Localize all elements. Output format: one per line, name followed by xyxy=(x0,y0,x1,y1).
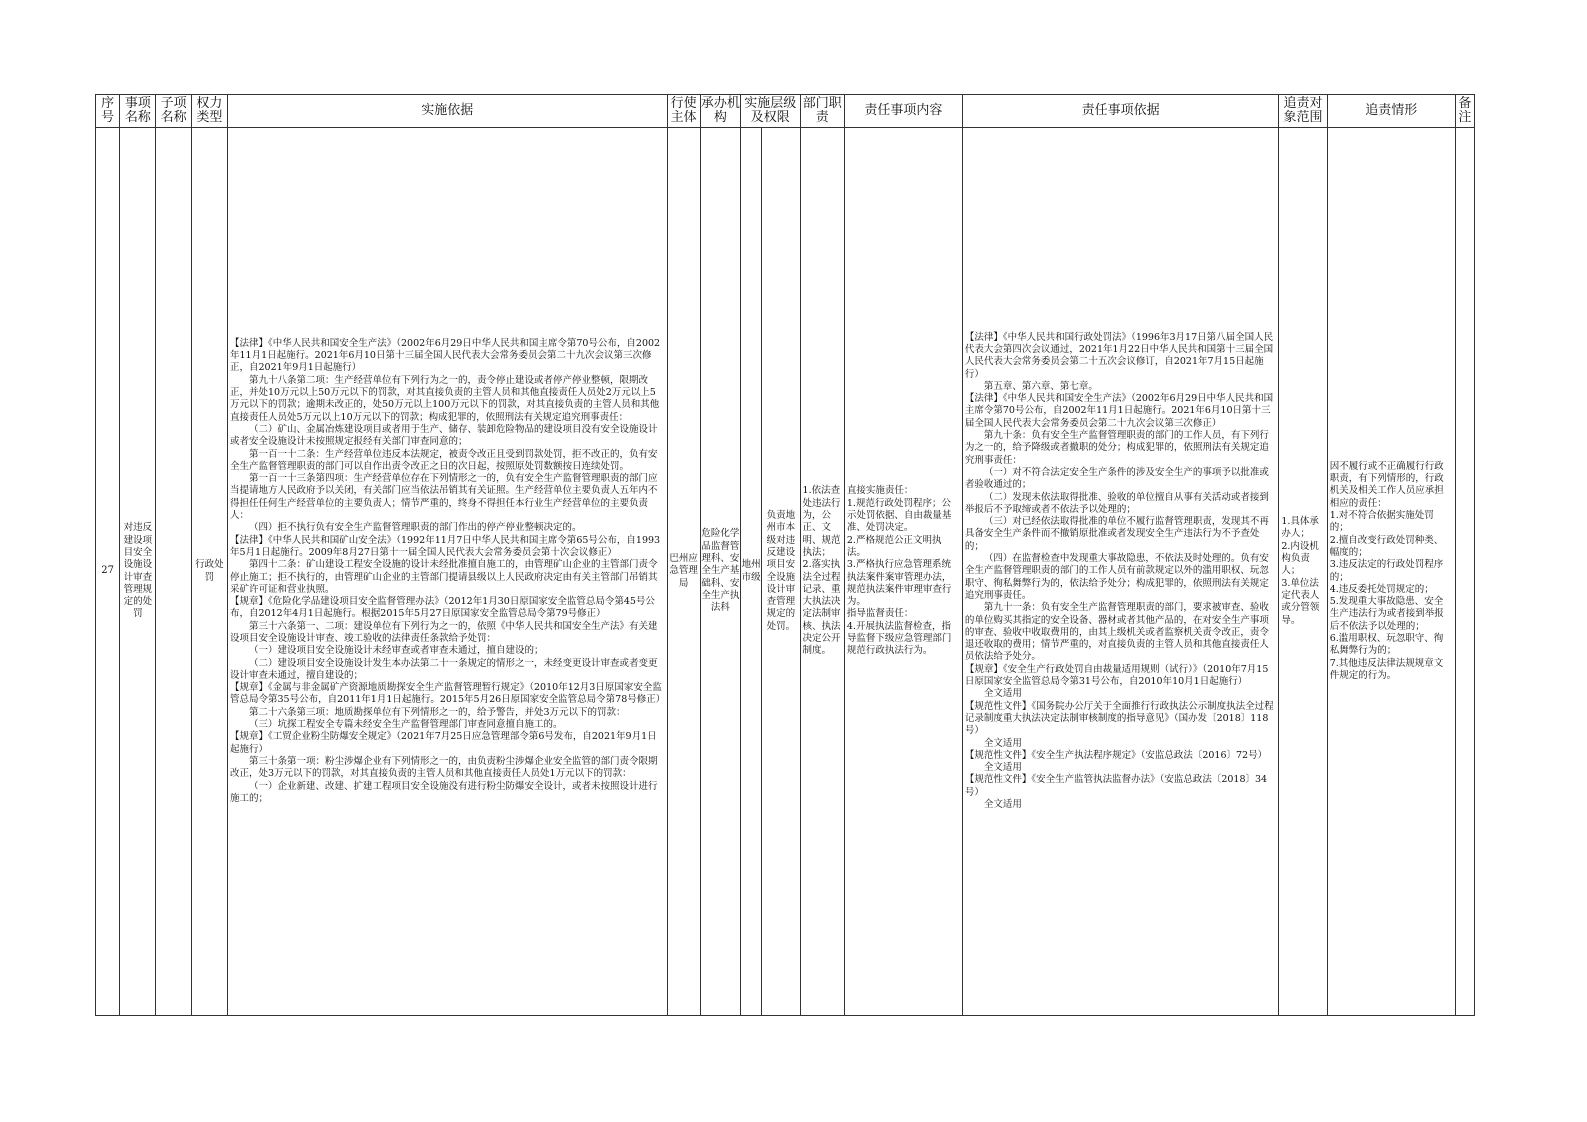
level-cell: 地州市级 xyxy=(741,128,762,1016)
resp-basis-paragraph: 【法律】《中华人民共和国行政处罚法》（1996年3月17日第八届全国人民代表大会第四次会议通过，2021年1月22日中华人民共和国第十三届全国人民代表大会常务委员会第二十五次会议修订，自2021年7月15日起施行） xyxy=(964,331,1274,380)
basis-paragraph: 第三十六条第一、二项：建设单位有下列行为之一的，依照《中华人民共和国安全生产法》有关建设项目安全设施设计审查、竣工验收的法律责任条款给予处罚： xyxy=(230,620,658,644)
situation-paragraph: 1.对不符合依据实施处罚的； xyxy=(1329,510,1434,534)
situation-paragraph: 4.违反委托处罚规定的； xyxy=(1329,583,1434,595)
resp-basis-cell xyxy=(962,128,1279,1016)
subject-cell: 巴州应急管理局 xyxy=(667,128,700,1016)
basis-paragraph: （二）建设项目安全设施设计发生本办法第二十一条规定的情形之一，未经变更设计审查或者变更设计审查未通过，擅自建设的； xyxy=(230,657,658,681)
seq-cell: 27 xyxy=(96,128,120,1016)
resp-content-paragraph: 4.开展执法监督检查，指导监督下级应急管理部门规范行政执法行为。 xyxy=(846,620,952,657)
scope-paragraph: 2.内设机构负责人； xyxy=(1281,540,1319,577)
situation-paragraph: 2.擅自改变行政处罚种类、幅度的； xyxy=(1329,534,1444,558)
resp-content-paragraph: 3.严格执行应急管理系统执法案件案审管理办法，规范执法案件审理审查行为。 xyxy=(846,559,952,608)
org-cell: 危险化学品监督管理科、安全生产基础科、安全生产执法科 xyxy=(700,128,740,1016)
basis-cell xyxy=(228,128,668,1016)
resp-content-paragraph: 指导监督责任： xyxy=(846,608,914,620)
header-item: 事项名称 xyxy=(120,95,156,128)
situation-text xyxy=(1328,461,1455,682)
scope-text xyxy=(1279,516,1326,627)
header-scope: 追责对象范围 xyxy=(1279,95,1327,128)
resp-basis-paragraph: 【规章】《安全生产行政处罚自由裁量适用规则（试行）》（2010年7月15日原国家安全监管总局令第31号公布，自2010年10月1日起施行） xyxy=(964,663,1269,688)
header-org: 承办机构 xyxy=(700,95,740,128)
resp-basis-paragraph: 第五章、第六章、第七章。 xyxy=(983,380,1098,392)
resp-basis-paragraph: （二）发现未依法取得批准、验收的单位擅自从事有关活动或者接到举报后不予取缔或者不依法予以处理的； xyxy=(964,491,1269,515)
resp-basis-paragraph: 第九十条：负有安全生产监督管理职责的部门的工作人员，有下列行为之一的，给予降级或者撤职的处分；构成犯罪的，依照刑法有关规定追究刑事责任： xyxy=(964,430,1269,466)
basis-paragraph: （四）拒不执行负有安全生产监督管理职责的部门作出的停产停业整顿决定的。 xyxy=(249,522,582,534)
basis-paragraph: （一）企业新建、改建、扩建工程项目安全设施没有进行粉尘防爆安全设计，或者未按照设计进行施工的； xyxy=(230,780,658,804)
situation-cell xyxy=(1327,128,1455,1016)
header-subject: 行使主体 xyxy=(667,95,700,128)
situation-paragraph: 5.发现重大事故隐患、安全生产违法行为或者接到举报后不依法予以处理的； xyxy=(1329,596,1444,632)
header-resp-basis: 责任事项依据 xyxy=(962,95,1279,128)
resp-basis-paragraph: 全文适用 xyxy=(983,762,1022,774)
basis-paragraph: 【法律】《中华人民共和国安全生产法》（2002年6月29日中华人民共和国主席令第70号公布，自2002年11月1日起施行。2021年6月10日第十三届全国人民代表大会常务委员会第二十九次会议第三次修正，自2021年9月1日起施行） xyxy=(230,337,661,374)
duty-paragraph: 2.落实执法全过程记录、重大执法决定法制审核、执法决定公开制度。 xyxy=(802,559,841,657)
header-basis: 实施依据 xyxy=(228,95,668,128)
table-row xyxy=(96,128,1475,1016)
duty-cell xyxy=(800,128,844,1016)
power-type-cell: 行政处罚 xyxy=(191,128,227,1016)
duty-text xyxy=(801,485,844,657)
resp-basis-paragraph: 【规范性文件】《安全生产执法程序规定》（安监总政法〔2016〕72号） xyxy=(964,749,1268,761)
remark-cell xyxy=(1455,128,1474,1016)
resp-content-paragraph: 2.严格规范公正文明执法。 xyxy=(846,534,942,558)
header-seq: 序号 xyxy=(96,95,120,128)
resp-basis-paragraph: 第九十一条：负有安全生产监督管理职责的部门，要求被审查、验收的单位购买其指定的安全设备、器材或者其他产品的，在对安全生产事项的审查、验收中收取费用的，由其上级机关或者监察机关责令改正，责令退还收取的费用；情节严重的，对直接负责的主管人员和其他直接责任人员依法给予处分。 xyxy=(964,602,1269,663)
header-situation: 追责情形 xyxy=(1327,95,1455,128)
header-level: 实施层级及权限 xyxy=(741,95,800,128)
scope-cell xyxy=(1279,128,1327,1016)
resp-basis-paragraph: （三）对已经依法取得批准的单位不履行监督管理职责，发现其不再具备安全生产条件而不撤销原批准或者发现安全生产违法行为不予查处的； xyxy=(964,516,1269,552)
basis-paragraph: 第一百一十二条：生产经营单位违反本法规定，被责令改正且受到罚款处罚，拒不改正的，负有安全生产监督管理职责的部门可以自作出责令改正之日的次日起，按照原处罚数额按日连续处罚。 xyxy=(230,448,658,472)
situation-paragraph: 3.违反法定的行政处罚程序的； xyxy=(1329,559,1444,583)
resp-basis-text xyxy=(963,332,1279,812)
basis-paragraph: 第九十八条第二项：生产经营单位有下列行为之一的，责令停止建设或者停产停业整顿，限期改正，并处10万元以上50万元以下的罚款，对其直接负责的主管人员和其他直接责任人员处2万元以上5万元以下的罚款；逾期未改正的，处50万元以上100万元以下的罚款，对其直接负责的主管人员和其他直接责任人员处5万元以上10万元以下的罚款；构成犯罪的，依照刑法有关规定追究刑事责任： xyxy=(230,374,660,423)
resp-basis-paragraph: 【规范性文件】《国务院办公厅关于全面推行行政执法公示制度执法全过程记录制度重大执法决定法制审核制度的指导意见》（国办发〔2018〕118号） xyxy=(964,700,1274,737)
resp-basis-paragraph: （一）对不符合法定安全生产条件的涉及安全生产的事项予以批准或者验收通过的； xyxy=(964,466,1269,491)
scope-paragraph: 1.具体承办人； xyxy=(1281,516,1319,540)
resp-basis-paragraph: 全文适用 xyxy=(983,737,1022,749)
header-remark: 备注 xyxy=(1455,95,1474,128)
header-power-type: 权力类型 xyxy=(191,95,227,128)
resp-content-paragraph: 1.规范行政处罚程序；公示处罚依据、自由裁量基准、处罚决定。 xyxy=(846,497,952,534)
situation-paragraph: 7.其他违反法律法规规章文件规定的行为。 xyxy=(1329,657,1444,681)
resp-content-text xyxy=(845,485,962,657)
resp-basis-paragraph: 全文适用 xyxy=(983,688,1022,700)
header-duty: 部门职责 xyxy=(800,95,844,128)
basis-paragraph: （一）建设项目安全设施设计未经审查或者审查未通过，擅自建设的； xyxy=(249,645,544,657)
basis-paragraph: 【法律】《中华人民共和国矿山安全法》（1992年11月7日中华人民共和国主席令第65号公布，自1993年5月1日起施行。2009年8月27日第十一届全国人民代表大会常务委员会第十次会议修正） xyxy=(230,534,661,558)
resp-content-cell xyxy=(844,128,962,1016)
basis-paragraph: 第四十二条：矿山建设工程安全设施的设计未经批准擅自施工的，由管理矿山企业的主管部门责令停止施工；拒不执行的，由管理矿山企业的主管部门提请县级以上人民政府决定由有关主管部门吊销其采矿许可证和营业执照。 xyxy=(230,559,658,595)
basis-paragraph: （三）坑探工程安全专篇未经安全生产监督管理部门审查同意擅自施工的。 xyxy=(249,719,563,731)
power-list-table xyxy=(95,94,1475,1016)
basis-paragraph: 【规章】《金属与非金属矿产资源地质勘探安全生产监督管理暂行规定》（2010年12月3日原国家安全监管总局令第35号公布，自2011年1月1日起施行。2015年5月26日原国家安全监管总局令第78号修正） xyxy=(230,682,666,706)
resp-basis-paragraph: 【规范性文件】《安全生产监管执法监督办法》（安监总政法〔2018〕34号） xyxy=(964,774,1268,798)
basis-paragraph: 第一百一十三条第四项：生产经营单位存在下列情形之一的，负有安全生产监督管理职责的部门应当提请地方人民政府予以关闭，有关部门应当依法吊销其有关证照。生产经营单位主要负责人五年内不得担任任何生产经营单位的主要负责人；情节严重的，终身不得担任本行业生产经营单位的主要负责人： xyxy=(230,473,658,522)
scope-paragraph: 3.单位法定代表人或分管领导。 xyxy=(1281,577,1320,626)
basis-paragraph: 【规章】《工贸企业粉尘防爆安全规定》（2021年7月25日应急管理部令第6号发布，自2021年9月1日起施行） xyxy=(230,731,657,755)
situation-paragraph: 因不履行或不正确履行行政职责，有下列情形的，行政机关及相关工作人员应承担相应的责任： xyxy=(1329,460,1444,509)
resp-basis-paragraph: （四）在监督检查中发现重大事故隐患，不依法及时处理的。负有安全生产监督管理职责的部门的工作人员有前款规定以外的滥用职权、玩忽职守、徇私舞弊行为的，依法给予处分；构成犯罪的，依照刑法有关规定追究刑事责任。 xyxy=(964,553,1269,601)
header-resp-content: 责任事项内容 xyxy=(844,95,962,128)
resp-content-paragraph: 直接实施责任： xyxy=(846,485,914,497)
duty-paragraph: 1.依法查处违法行为，公正、文明、规范执法； xyxy=(802,485,841,558)
item-name-cell: 对违反建设项目安全设施设计审查管理规定的处罚 xyxy=(120,128,156,1016)
basis-paragraph: （二）矿山、金属冶炼建设项目或者用于生产、储存、装卸危险物品的建设项目没有安全设施设计或者安全设施设计未按照规定报经有关部门审查同意的； xyxy=(230,423,658,448)
basis-paragraph: 第二十六条第三项：地质勘探单位有下列情形之一的，给予警告，并处3万元以下的罚款： xyxy=(249,706,626,718)
level-detail-cell: 负责地州市本级对违反建设项目安全设施设计审查管理规定的处罚。 xyxy=(762,128,800,1016)
header-subitem: 子项名称 xyxy=(156,95,191,128)
header-row xyxy=(96,95,1475,128)
subitem-cell xyxy=(156,128,191,1016)
basis-paragraph: 【规章】《危险化学品建设项目安全监督管理办法》（2012年1月30日原国家安全监管总局令第45号公布，自2012年4月1日起施行。根据2015年5月27日原国家安全监管总局令第79号修正） xyxy=(230,596,655,620)
basis-text xyxy=(228,338,667,805)
resp-basis-paragraph: 全文适用 xyxy=(983,798,1022,810)
basis-paragraph: 第三十条第一项：粉尘涉爆企业有下列情形之一的，由负责粉尘涉爆企业安全监管的部门责令限期改正，处3万元以下的罚款，对其直接负责的主管人员和其他直接责任人员处1万元以下的罚款： xyxy=(230,755,658,780)
resp-basis-paragraph: 【法律】《中华人民共和国安全生产法》（2002年6月29日中华人民共和国主席令第70号公布，自2002年11月1日起施行。2021年6月10日第十三届全国人民代表大会常务委员会第二十九次会议第三次修正） xyxy=(964,393,1274,429)
situation-paragraph: 6.滥用职权、玩忽职守、徇私舞弊行为的； xyxy=(1329,632,1444,657)
